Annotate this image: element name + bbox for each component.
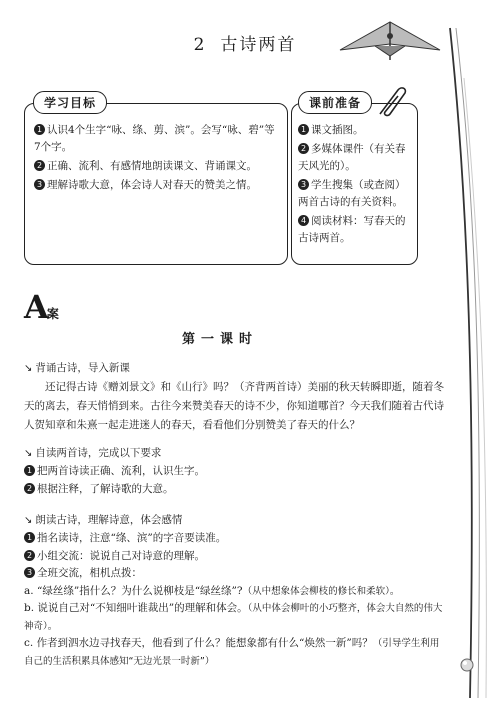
list-item bbox=[24, 530, 444, 548]
list-item-text: 根据注释，了解诗歌的大意。 bbox=[37, 482, 174, 495]
lesson-number: 2 bbox=[193, 35, 207, 55]
learning-goals-label: 学习目标 bbox=[33, 91, 107, 114]
case-letter: A bbox=[24, 288, 49, 326]
prep-item bbox=[298, 177, 412, 211]
list-item-text: 指名读诗，注意“绦、滨”的字音要读准。 bbox=[37, 532, 227, 544]
list-item-text: 小组交流：说说自己对诗意的理解。 bbox=[37, 549, 205, 562]
section-paragraph: 还记得古诗《赠刘景文》和《山行》吗？（齐背两首诗）美丽的秋天转瞬即逝，随着冬天的离去，春天悄悄到来。古往今来赞美春天的诗不少，你知道哪首？今天我们随着古代诗人贺知章和朱熹一起走进迷人的春天，看看他们分别赞美了春天的什么？ bbox=[24, 381, 444, 431]
class-prep-list bbox=[298, 122, 412, 249]
number-badge: 3 bbox=[24, 567, 35, 578]
prep-item bbox=[298, 213, 412, 247]
number-badge: 2 bbox=[24, 483, 35, 494]
section-heading-text: 朗读古诗，理解诗意，体会感情 bbox=[35, 514, 183, 526]
lesson-title: 古诗两首 bbox=[220, 35, 297, 55]
sub-item bbox=[24, 583, 444, 601]
section-heading bbox=[24, 445, 444, 460]
paper-plane-decoration bbox=[335, 16, 445, 66]
lesson-period-title: 第一课时 bbox=[181, 332, 258, 347]
arrow-icon: ↘ bbox=[24, 448, 33, 459]
list-item-text: 全班交流，相机点拨： bbox=[37, 567, 142, 579]
number-badge: 2 bbox=[298, 143, 309, 154]
sub-item-note: （引导学生利用自己的生活积累具体感知“无边光景一时新”） bbox=[24, 638, 440, 667]
number-badge: 2 bbox=[24, 550, 35, 561]
list-item bbox=[24, 548, 444, 566]
goal-text: 认识4个生字“咏、绦、剪、滨”。会写“咏、碧”等7个字。 bbox=[34, 124, 275, 153]
learning-goals-list bbox=[34, 122, 278, 196]
number-badge: 4 bbox=[298, 215, 309, 226]
section-heading-text: 背诵古诗，导入新课 bbox=[35, 362, 130, 374]
section-heading bbox=[24, 360, 444, 375]
list-item bbox=[24, 463, 444, 481]
sub-item bbox=[24, 635, 444, 670]
number-badge: 3 bbox=[34, 179, 45, 190]
prep-text: 课文插图。 bbox=[311, 124, 364, 136]
sub-item-label: c. bbox=[24, 637, 34, 649]
goal-item bbox=[34, 122, 278, 156]
number-badge: 1 bbox=[24, 465, 35, 476]
section-intro bbox=[24, 360, 444, 435]
section-self-read bbox=[24, 445, 444, 498]
list-item-text: 把两首诗读正确、流利，认识生字。 bbox=[37, 465, 205, 477]
goal-item bbox=[34, 177, 278, 194]
arrow-icon: ↘ bbox=[24, 515, 33, 526]
section-read-aloud bbox=[24, 512, 444, 670]
goal-item bbox=[34, 158, 278, 175]
sub-item-note: （从中想象体会柳枝的修长和柔软）。 bbox=[242, 585, 400, 597]
list-item bbox=[24, 565, 444, 583]
goal-text: 理解诗歌大意，体会诗人对春天的赞美之情。 bbox=[47, 179, 257, 191]
class-prep-label: 课前准备 bbox=[298, 91, 372, 114]
number-badge: 2 bbox=[34, 160, 45, 171]
page-marker-icon bbox=[459, 657, 475, 673]
sub-item bbox=[24, 600, 444, 635]
number-badge: 1 bbox=[24, 532, 35, 543]
prep-text: 多媒体课件（有关春天风光的）。 bbox=[298, 143, 406, 172]
number-badge: 3 bbox=[298, 179, 309, 190]
sub-item-label: b. bbox=[24, 602, 35, 614]
sub-item-text: “绿丝绦”指什么？为什么说柳枝是“绿丝绦”? bbox=[36, 584, 243, 597]
prep-text: 学生搜集（或查阅）两首古诗的有关资料。 bbox=[298, 179, 406, 208]
list-item bbox=[24, 481, 444, 499]
section-heading bbox=[24, 512, 444, 527]
number-badge: 1 bbox=[298, 124, 309, 135]
arrow-icon: ↘ bbox=[24, 363, 33, 374]
sub-item-label: a. bbox=[24, 584, 34, 597]
case-a-label bbox=[24, 288, 59, 326]
section-heading-text: 自读两首诗，完成以下要求 bbox=[35, 447, 162, 459]
number-badge: 1 bbox=[34, 124, 45, 135]
paperclip-icon bbox=[372, 84, 412, 120]
case-suffix: 案 bbox=[46, 307, 59, 321]
sub-item-text: 说说自己对“不知细叶谁裁出”的理解和体会。 bbox=[37, 602, 248, 614]
prep-item bbox=[298, 141, 412, 175]
sub-item-text: 作者到泗水边寻找春天，他看到了什么？能想象都有什么“焕然一新”吗？ bbox=[36, 637, 373, 649]
goal-text: 正确、流利、有感情地朗读课文、背诵课文。 bbox=[47, 160, 257, 172]
prep-item bbox=[298, 122, 412, 139]
prep-text: 阅读材料：写春天的古诗两首。 bbox=[298, 215, 406, 244]
sub-item-note: （从中体会柳叶的小巧整齐，体会大自然的伟大神奇）。 bbox=[24, 603, 443, 632]
